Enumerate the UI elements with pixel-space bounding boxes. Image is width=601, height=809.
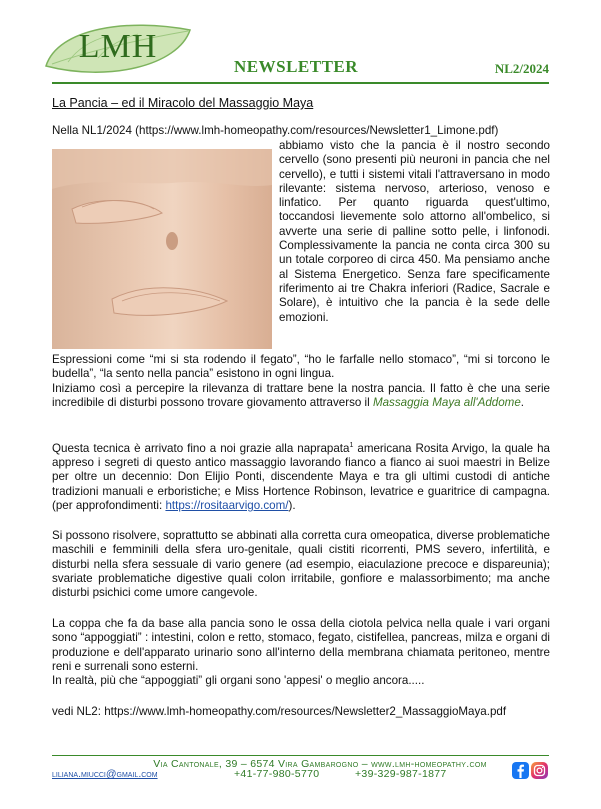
paragraph-6: In realtà, più che “appoggiati” gli organi sono 'appesi' o meglio ancora..... [52, 674, 425, 687]
paragraph-2 [52, 382, 550, 411]
facebook-icon[interactable] [512, 762, 529, 779]
footer-address: Via Cantonale, 39 – 6574 Vira Gambarogno – www.lmh-homeopathy.com [153, 758, 487, 770]
paragraph-1-rest: Espressioni come “mi si sta rodendo il fegato”, “ho le farfalle nello stomaco”, “mi si torcono le budella”, “la sento nella pancia” esistono in ogni lingua. [52, 353, 550, 381]
footer-email-link[interactable]: liliana.miucci@gmail.com [52, 768, 158, 780]
paragraph-3 [52, 439, 550, 513]
paragraph-3-end: ). [288, 499, 296, 513]
header-divider [52, 82, 549, 84]
paragraph-5: La coppa che fa da base alla pancia sono le ossa della ciotola pelvica nella quale i vari organi sono “appoggiati” : intestini, colon e retto, stomaco, fegato, cistifellea, pancreas, milza e organi di produzione e dell'apparato urinario sono all'interno della membrana chiamata peritoneo, mentre reni e surrenali sono esterni. [52, 617, 550, 673]
massaggio-maya-term: Massaggia Maya all'Addome [372, 396, 521, 410]
newsletter-code: NL2/2024 [494, 61, 549, 76]
paragraph-4: Si possono risolvere, soprattutto se abbinati alla corretta cura omeopatica, diverse problematiche maschili e femminili della sfera uro-genitale, quali cistiti ricorrenti, PMS severo, infertilità, e disturbi nella sfera sessuale di vario genere (ad esempio, eiaculazione precoce e dispareunia); svariate problematiche digestive quali colon irritabile, gonfiore e malassorbimento; ma anche disturbi psichici come umore cangevole. [52, 529, 550, 600]
instagram-icon[interactable] [531, 762, 548, 779]
footer-divider [52, 755, 549, 756]
paragraph-1-wrapped: abbiamo visto che la pancia è il nostro secondo cervello (sono presenti più neuroni in pancia che nel cervello), e tutti i sistemi vitali l'attraversano in modo rilevante: sistema nervoso, arterioso, venoso e linfatico. Per quanto riguarda quest'ultimo, toccandosi lievemente solo attorno all'ombelico, si avverte una serie di palline sotto pelle, i linfonodi. Complessivamente la pancia ne conta circa 300 su un totale corporeo di circa 450. Ma pensiamo anche al Sistema Energetico. Senza fare specificamente riferimento ai tre Chakra inferiori (Radice, Sacrale e Solare), è intuitivo che la pancia è la sede delle emozioni. [279, 139, 550, 324]
paragraph-7-link-line: vedi NL2: https://www.lmh-homeopathy.com/resources/Newsletter2_MassaggioMaya.pdf [52, 705, 507, 718]
belly-photo [52, 149, 272, 349]
paragraph-2-end: . [520, 396, 525, 410]
paragraph-2-text: Iniziamo così a percepire la rilevanza di trattare bene la nostra pancia. Il fatto è che una serie incredibile di disturbi possono trovare giovamento attraverso il [52, 382, 550, 410]
rosita-arvigo-link[interactable]: https://rositaarvigo.com/ [165, 499, 289, 513]
paragraph-3-text-b: americana Rosita Arvigo, la quale ha appreso i segreti di questo antico massaggio lavorando fianco a fianco ai suoi maestri in Belize per oltre un decennio: Don Elijio Ponti, discendente Maya e tra gli ultimi custodi di antiche tradizioni manuali e erboristiche; e Miss Hortence Robinson, levatrice e guaritrice di campagna. (per approfondimenti: [52, 441, 550, 513]
newsletter-title: NEWSLETTER [234, 57, 359, 76]
footer-phone-it: +39-329-987-1877 [355, 768, 447, 780]
footnote-marker: 1 [349, 442, 354, 449]
logo-text: LMH [78, 28, 158, 65]
paragraph-3-text-a: Questa tecnica è arrivato fino a noi grazie alla naprapata [52, 441, 350, 455]
article-title: La Pancia – ed il Miracolo del Massaggio Maya [52, 96, 314, 110]
intro-line: Nella NL1/2024 (https://www.lmh-homeopathy.com/resources/Newsletter1_Limone.pdf) [52, 124, 499, 137]
footer-phone-ch: +41-77-980-5770 [234, 768, 320, 780]
